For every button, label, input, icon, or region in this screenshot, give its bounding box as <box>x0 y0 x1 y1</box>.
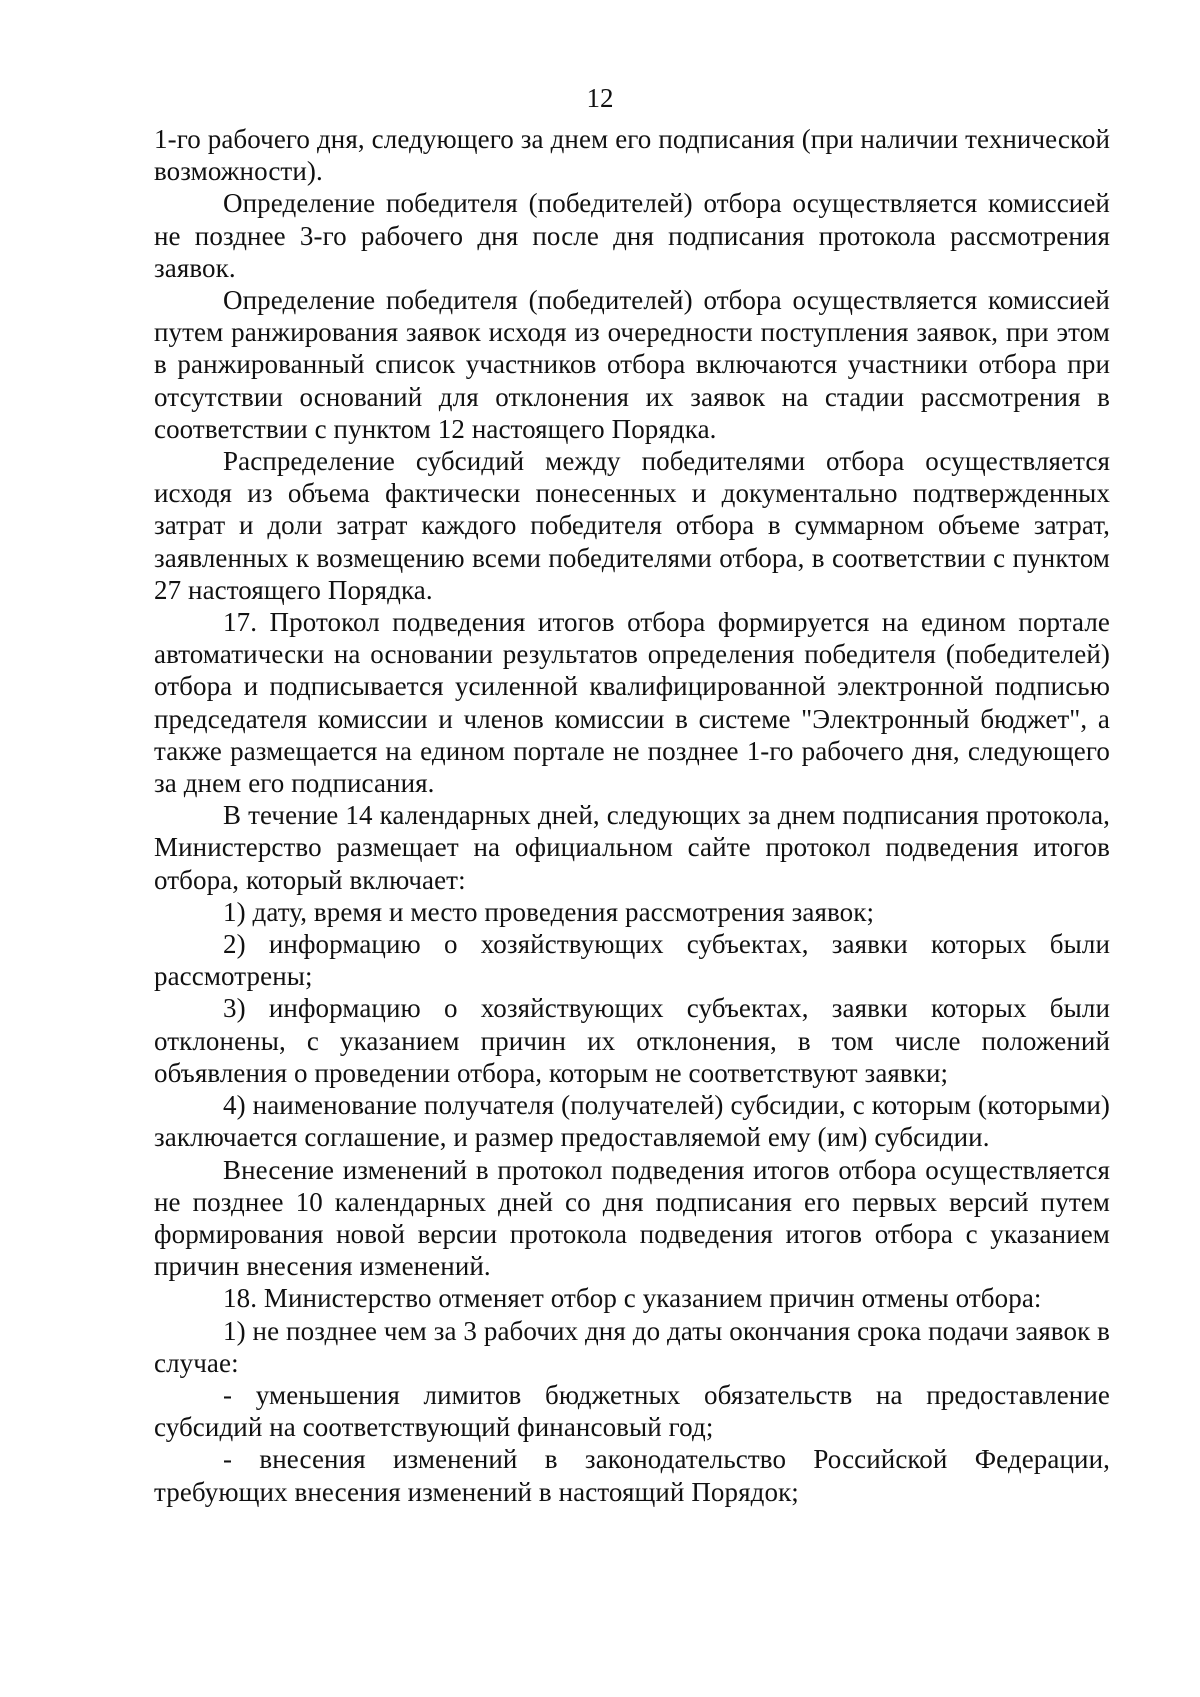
paragraph-3: Определение победителя (победителей) отбора осуществляется комиссией путем ранжирования заявок исходя из очередности поступления заявок, при этом в ранжированный список участников отбора включаются участники отбора при отсутствии оснований для отклонения их заявок на стадии рассмотрения в соответствии с пунктом 12 настоящего Порядка. <box>154 285 1110 444</box>
paragraph-14: - уменьшения лимитов бюджетных обязательств на предоставление субсидий на соответствующий финансовый год; <box>154 1379 1110 1443</box>
document-body <box>154 123 1110 1508</box>
paragraph-9: 3) информацию о хозяйствующих субъектах, заявки которых были отклонены, с указанием причин их отклонения, в том числе положений объявления о проведении отбора, которым не соответствуют заявки; <box>154 993 1110 1088</box>
paragraph-1: 1-го рабочего дня, следующего за днем его подписания (при наличии технической возможности). <box>154 124 1110 187</box>
paragraph-11: Внесение изменений в протокол подведения итогов отбора осуществляется не позднее 10 календарных дней со дня подписания его первых версий путем формирования новой версии протокола подведения итогов отбора с указанием причин внесения изменений. <box>154 1154 1110 1282</box>
page-number: 12 <box>586 83 614 113</box>
paragraph-5: 17. Протокол подведения итогов отбора формируется на едином портале автоматически на основании результатов определения победителя (победителей) отбора и подписывается усиленной квалифицированной электронной подписью председателя комиссии и членов комиссии в системе "Электронный бюджет", а также размещается на едином портале не позднее 1-го рабочего дня, следующего за днем его подписания. <box>154 607 1110 799</box>
paragraph-13: 1) не позднее чем за 3 рабочих дня до даты окончания срока подачи заявок в случае: <box>154 1315 1110 1378</box>
paragraph-2: Определение победителя (победителей) отбора осуществляется комиссией не позднее 3-го рабочего дня после дня подписания протокола рассмотрения заявок. <box>154 188 1110 283</box>
paragraph-6: В течение 14 календарных дней, следующих за днем подписания протокола, Министерство размещает на официальном сайте протокол подведения итогов отбора, который включает: <box>154 800 1110 895</box>
paragraph-12: 18. Министерство отменяет отбор с указанием причин отмены отбора: <box>223 1283 1042 1314</box>
paragraph-7: 1) дату, время и место проведения рассмотрения заявок; <box>223 896 875 927</box>
paragraph-8: 2) информацию о хозяйствующих субъектах, заявки которых были рассмотрены; <box>154 929 1110 992</box>
paragraph-4: Распределение субсидий между победителями отбора осуществляется исходя из объема фактически понесенных и документально подтвержденных затрат и доли затрат каждого победителя отбора в суммарном объеме затрат, заявленных к возмещению всеми победителями отбора, в соответствии с пунктом 27 настоящего Порядка. <box>154 446 1110 605</box>
paragraph-10: 4) наименование получателя (получателей) субсидии, с которым (которыми) заключается соглашение, и размер предоставляемой ему (им) субсидии. <box>154 1090 1110 1153</box>
paragraph-15: - внесения изменений в законодательство Российской Федерации, требующих внесения изменений в настоящий Порядок; <box>154 1444 1110 1507</box>
